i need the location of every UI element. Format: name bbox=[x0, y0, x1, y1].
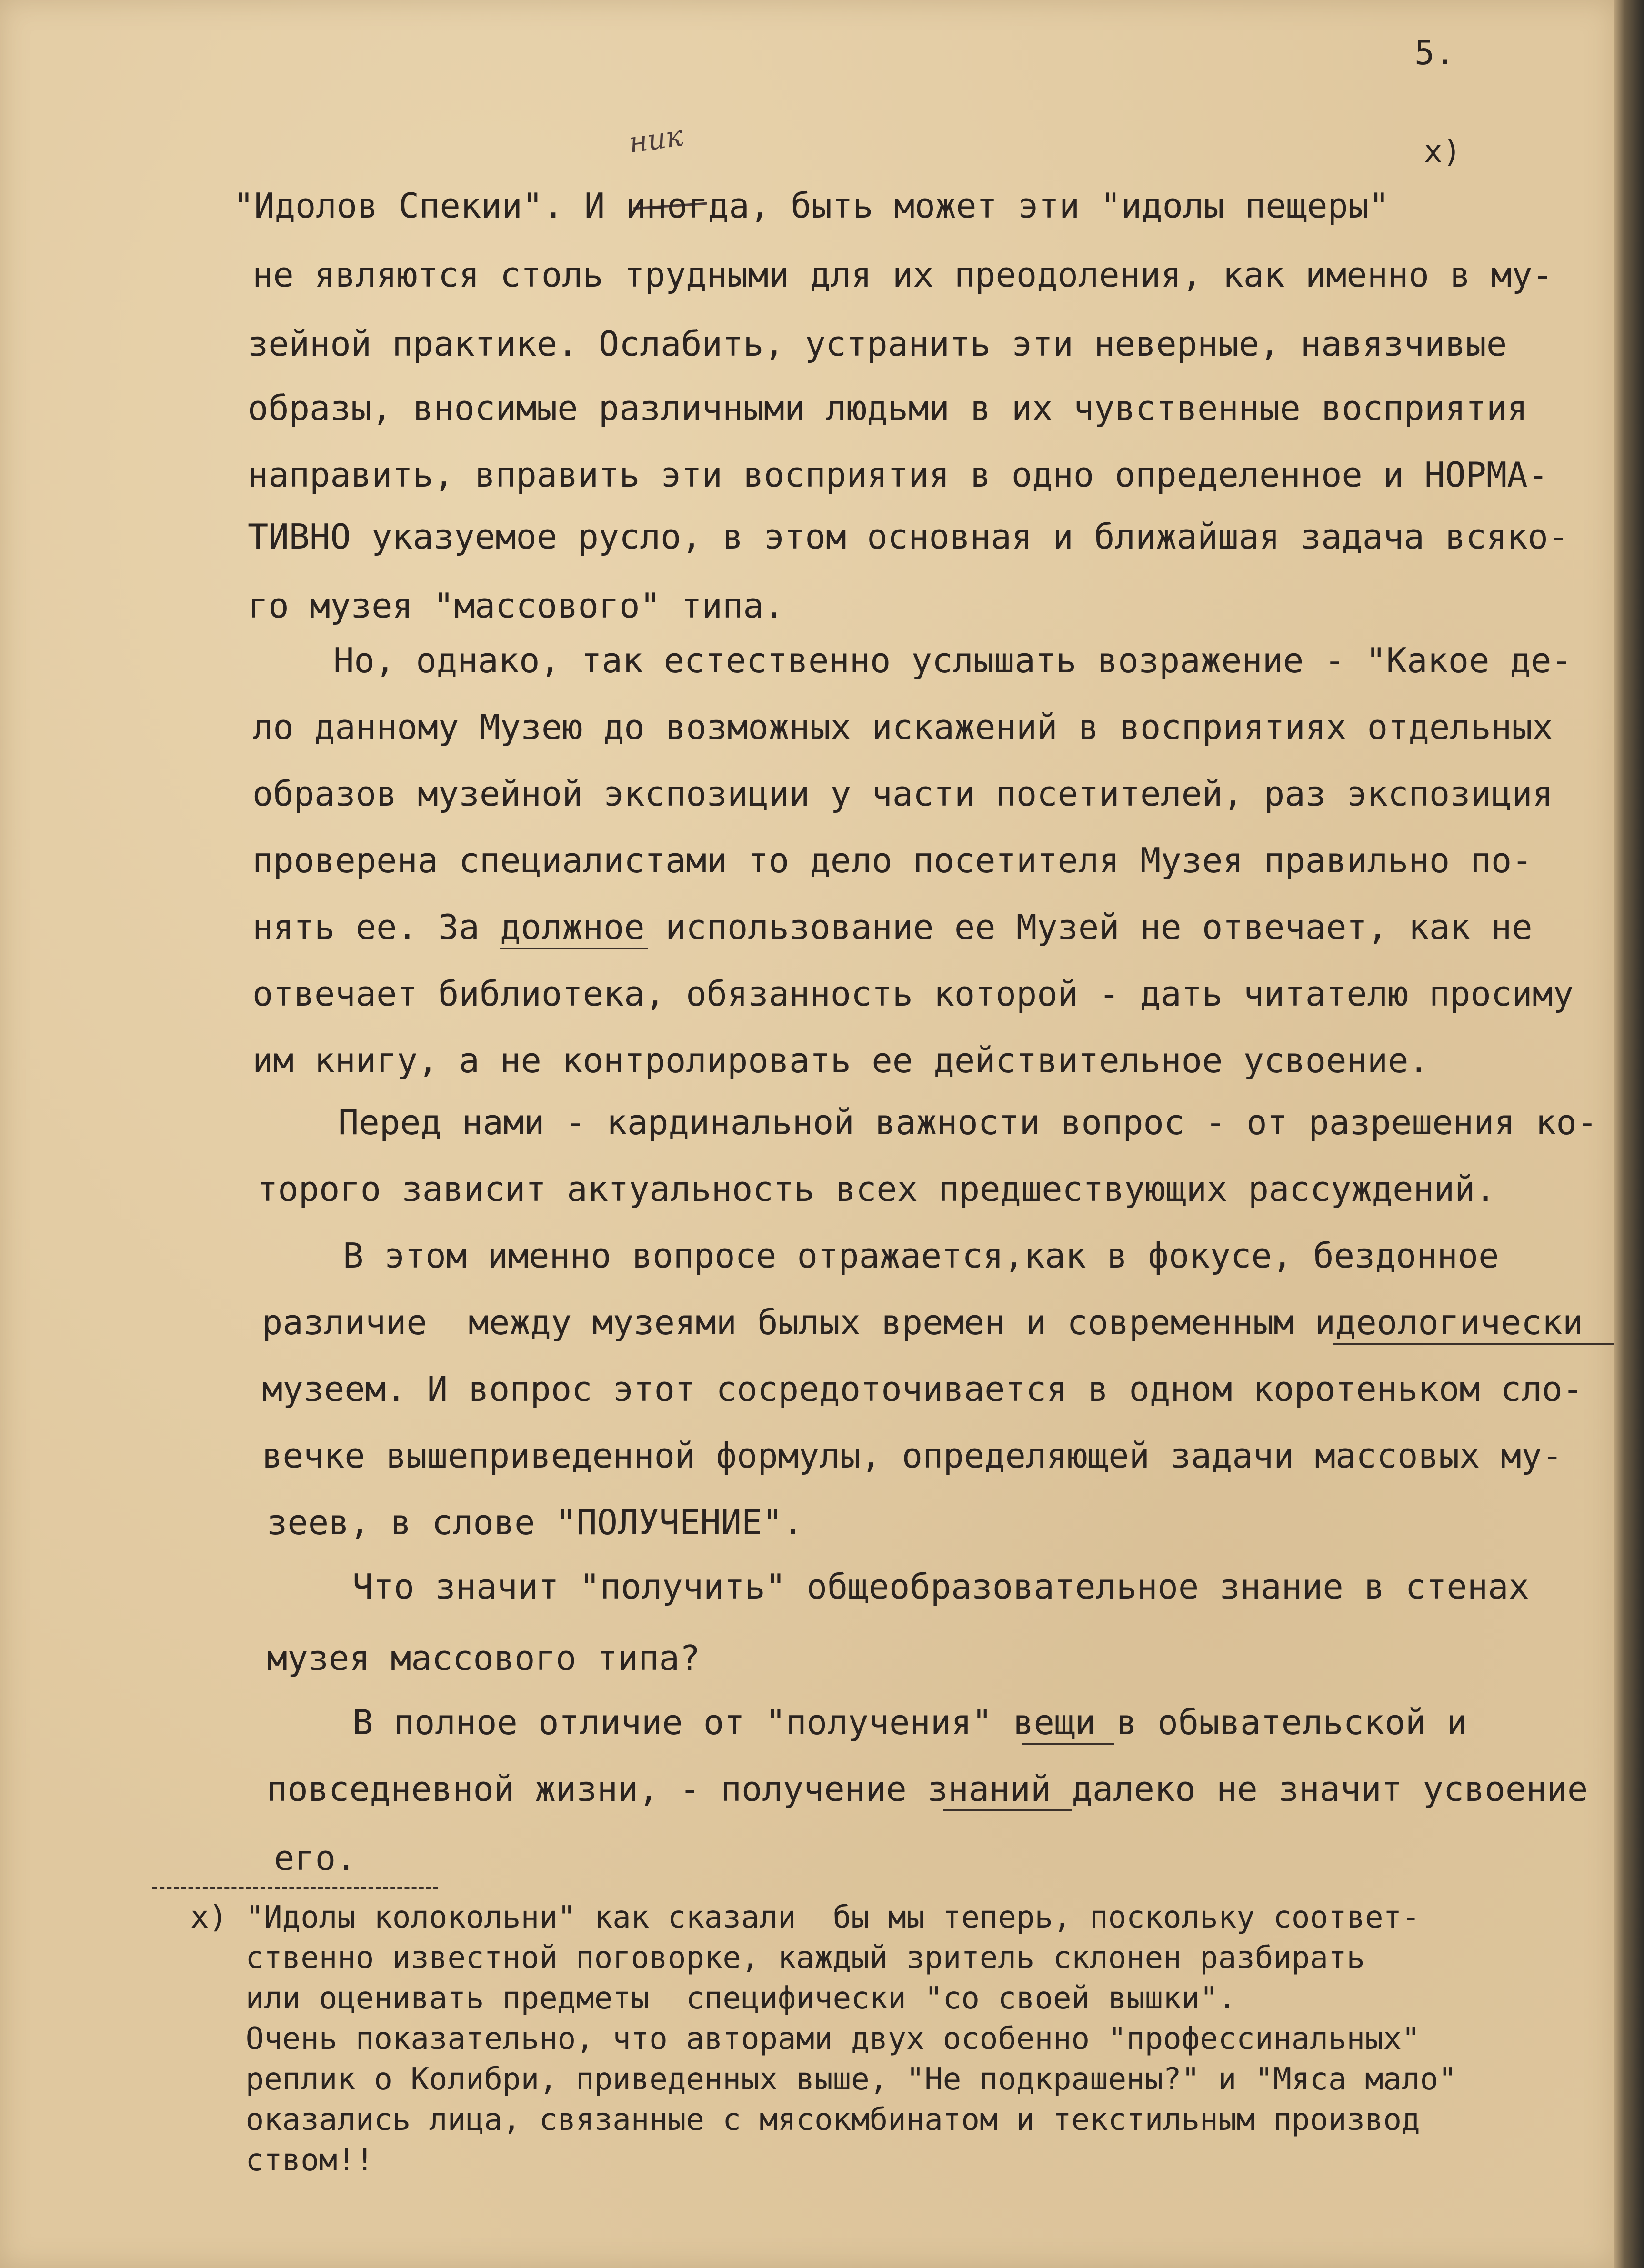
body-line-13: отвечает библиотека, обязанность которой - дать читателю просиму bbox=[252, 974, 1574, 1014]
body-line-9: ло данному Музею до возможных искажений в восприятиях отдельных bbox=[252, 707, 1553, 747]
body-line-7: го музея "массового" типа. bbox=[248, 586, 785, 626]
body-line-15: Перед нами - кардинальной важности вопрос - от разрешения ко- bbox=[338, 1102, 1598, 1142]
footnote-line-1: x) "Идолы колокольни" как сказали бы мы теперь, поскольку соответ- bbox=[190, 1900, 1420, 1935]
body-line-4: образы, вносимые различными людьми в их чувственные восприятия bbox=[248, 388, 1528, 428]
footnote-marker-top: x) bbox=[1424, 134, 1462, 170]
body-line-3: зейной практике. Ослабить, устранить эти неверные, навязчивые bbox=[248, 324, 1507, 364]
footnote-line-5: реплик о Колибри, приведенных выше, "Не подкрашены?" и "Мяса мало" bbox=[190, 2062, 1457, 2097]
body-line-23: музея массового типа? bbox=[267, 1638, 701, 1678]
footnote-line-4: Очень показательно, что авторами двух особенно "профессинальных" bbox=[190, 2021, 1420, 2057]
body-line-24: В полное отличие от "получения" вещи в обывательской и bbox=[352, 1702, 1467, 1742]
body-line-8: Но, однако, так естественно услышать возражение - "Какое де- bbox=[333, 640, 1572, 680]
underline-dolzhnoe bbox=[500, 948, 648, 949]
handwritten-correction: ник bbox=[626, 119, 685, 160]
body-line-21: зеев, в слове "ПОЛУЧЕНИЕ". bbox=[267, 1502, 804, 1542]
body-line-25: повседневной жизни, - получение знаний далеко не значит усвоение bbox=[267, 1769, 1588, 1809]
footnote-line-6: оказались лица, связанные с мясокмбинатом и текстильным производ bbox=[190, 2102, 1420, 2138]
body-line-14: им книгу, а не контролировать ее действительное усвоение. bbox=[252, 1040, 1429, 1080]
footnote-separator bbox=[152, 1887, 438, 1889]
underline-znaniy bbox=[943, 1809, 1072, 1811]
body-line-16: торого зависит актуальность всех предшествующих рассуждений. bbox=[257, 1169, 1496, 1209]
body-line-11: проверена специалистами то дело посетителя Музея правильно по- bbox=[252, 840, 1533, 880]
footnote-line-7: ством!! bbox=[190, 2143, 374, 2178]
body-line-1: "Идолов Спекии". И иногда, быть может эти "идолы пещеры" bbox=[233, 186, 1390, 226]
body-line-20: вечке вышеприведенной формулы, определяющей задачи массовых му- bbox=[262, 1436, 1563, 1476]
page-edge-shadow bbox=[1614, 0, 1644, 2268]
body-line-2: не являются столь трудными для их преодоления, как именно в му- bbox=[252, 255, 1553, 295]
body-line-19: музеем. И вопрос этот сосредоточивается в одном коротеньком сло- bbox=[262, 1369, 1584, 1409]
underline-veshchi bbox=[1022, 1743, 1114, 1745]
body-line-17: В этом именно вопросе отражается,как в фокусе, бездонное bbox=[343, 1236, 1499, 1276]
body-line-10: образов музейной экспозиции у части посетителей, раз экспозиция bbox=[252, 774, 1553, 814]
body-line-6: ТИВНО указуемое русло, в этом основная и ближайшая задача всяко- bbox=[248, 517, 1569, 557]
body-line-22: Что значит "получить" общеобразовательное знание в стенах bbox=[352, 1567, 1529, 1607]
body-line-12: нять ее. За должное использование ее Музей не отвечает, как не bbox=[252, 907, 1533, 947]
body-line-26: его. bbox=[274, 1838, 357, 1878]
footnote-line-2: ственно известной поговорке, каждый зритель склонен разбирать bbox=[190, 1940, 1365, 1976]
underline-ideologicheski bbox=[1333, 1343, 1614, 1345]
page-number: 5. bbox=[1414, 33, 1456, 72]
body-line-5: направить, вправить эти восприятия в одно определенное и НОРМА- bbox=[248, 455, 1548, 495]
body-line-18: различие между музеями былых времен и современным идеологически bbox=[262, 1302, 1584, 1342]
footnote-line-3: или оценивать предметы специфически "со своей вышки". bbox=[190, 1981, 1237, 2016]
